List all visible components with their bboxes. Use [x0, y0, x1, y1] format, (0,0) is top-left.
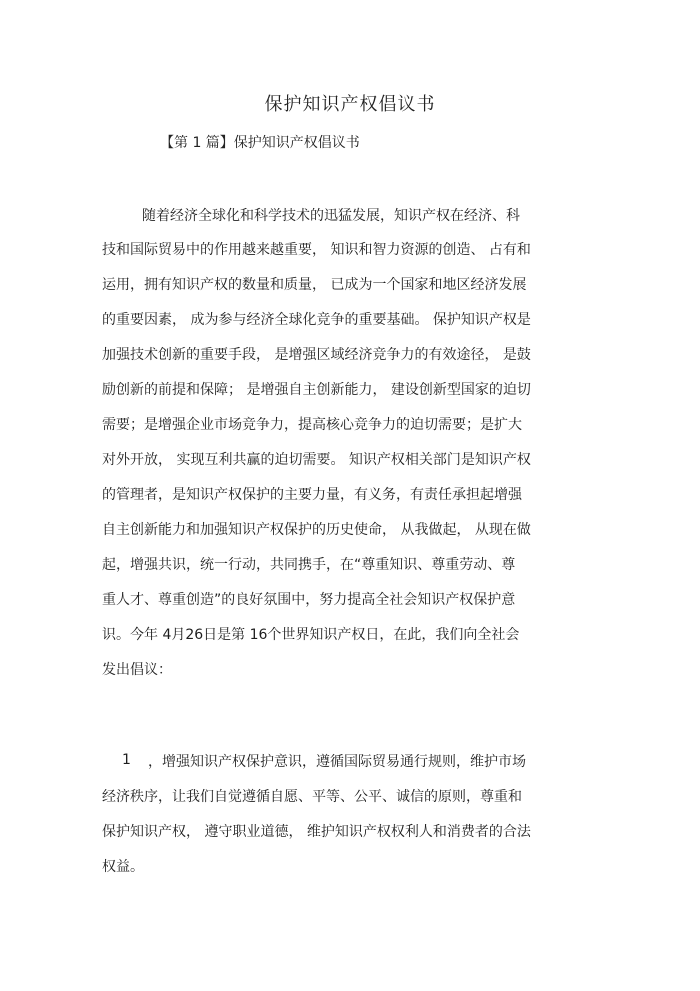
paragraph-line: 自主创新能力和加强知识产权保护的历史使命， 从我做起， 从现在做 [102, 522, 531, 538]
list-item-line: 经济秩序，让我们自觉遵循自愿、平等、公平、诚信的原则，尊重和 [102, 789, 522, 805]
paragraph-line: 发出倡议： [102, 662, 172, 678]
list-item-line: 权益。 [102, 859, 144, 875]
paragraph-line: 的管理者，是知识产权保护的主要力量，有义务，有责任承担起增强 [102, 487, 522, 503]
paragraph-line: 随着经济全球化和科学技术的迅猛发展，知识产权在经济、科 [142, 208, 520, 224]
paragraph-line: 加强技术创新的重要手段， 是增强区域经济竞争力的有效途径， 是鼓 [102, 347, 531, 363]
paragraph-line: 识。今年 4月26日是第 16个世界知识产权日，在此，我们向全社会 [102, 627, 520, 643]
paragraph-line: 需要；是增强企业市场竞争力，提高核心竞争力的迫切需要；是扩大 [102, 417, 522, 433]
list-item-line: ，增强知识产权保护意识，遵循国际贸易通行规则，维护市场 [148, 754, 526, 770]
paragraph-line: 的重要因素， 成为参与经济全球化竞争的重要基础。 保护知识产权是 [102, 312, 531, 328]
paragraph-line: 起，增强共识，统一行动，共同携手，在“尊重知识、尊重劳动、尊 [102, 557, 516, 573]
list-item-number: 1 [122, 752, 131, 768]
paragraph-line: 技和国际贸易中的作用越来越重要， 知识和智力资源的创造、 占有和 [102, 242, 531, 258]
paragraph-line: 对外开放， 实现互利共赢的迫切需要。 知识产权相关部门是知识产权 [102, 452, 531, 468]
paragraph-line: 励创新的前提和保障； 是增强自主创新能力， 建设创新型国家的迫切 [102, 382, 531, 398]
list-item-line: 保护知识产权， 遵守职业道德， 维护知识产权权利人和消费者的合法 [102, 824, 531, 840]
document-subtitle: 【第 1 篇】保护知识产权倡议书 [160, 135, 360, 151]
document-title: 保护知识产权倡议书 [264, 94, 436, 115]
paragraph-line: 运用，拥有知识产权的数量和质量， 已成为一个国家和地区经济发展 [102, 277, 527, 293]
paragraph-line: 重人才、尊重创造”的良好氛围中，努力提高全社会知识产权保护意 [102, 592, 516, 608]
